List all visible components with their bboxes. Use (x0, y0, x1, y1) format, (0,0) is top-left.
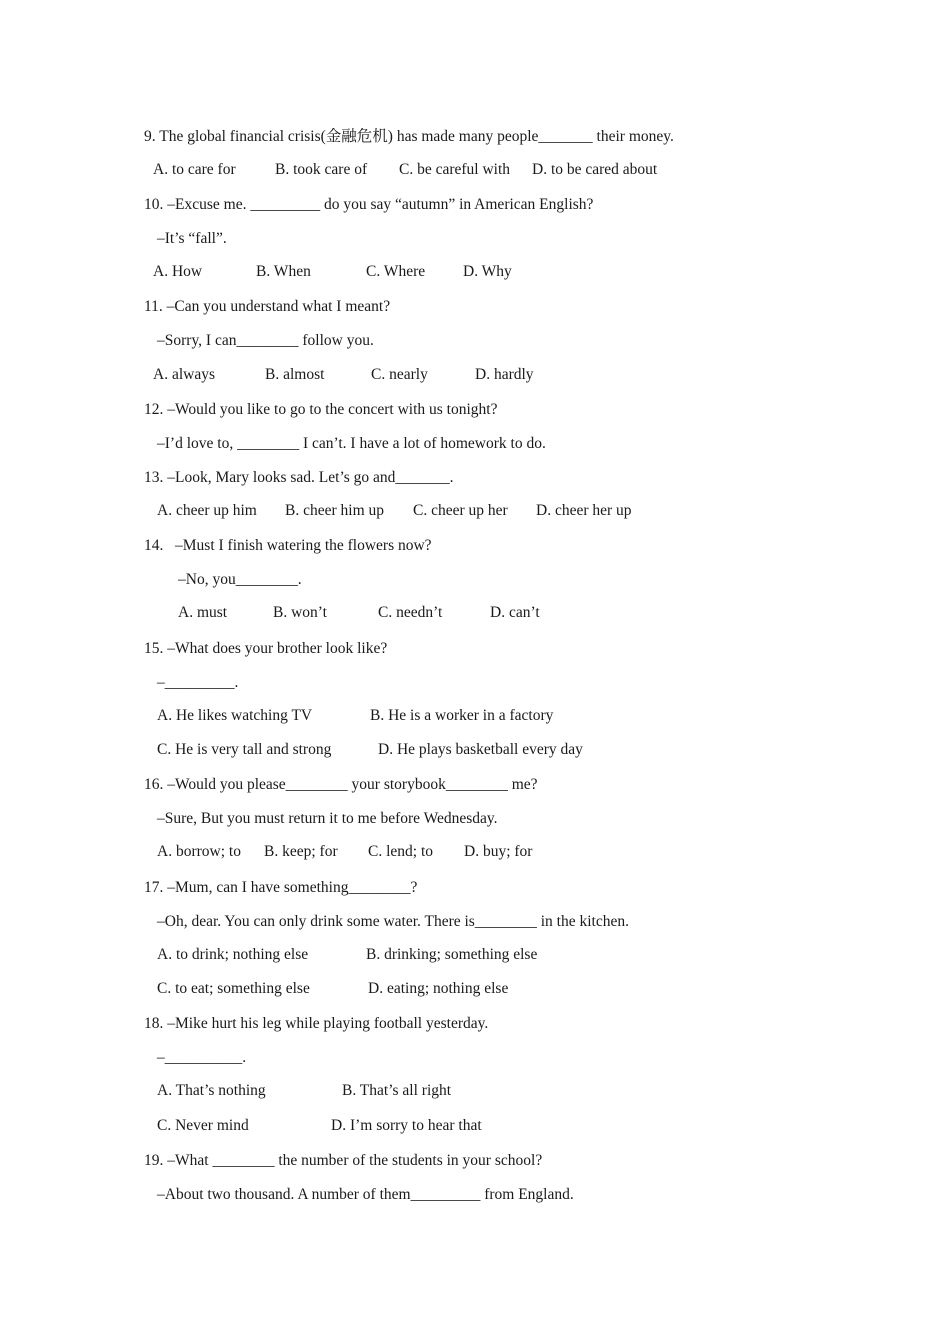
question-14-option-b: B. won’t (273, 604, 327, 621)
question-18-option-a: A. That’s nothing (157, 1082, 266, 1099)
question-15-stem: 15. –What does your brother look like? (144, 640, 388, 657)
question-19-reply: –About two thousand. A number of them_________ from England. (157, 1186, 574, 1203)
question-15-option-a: A. He likes watching TV (157, 707, 313, 724)
question-17-option-d: D. eating; nothing else (368, 980, 509, 997)
question-13-option-c: C. cheer up her (413, 502, 508, 519)
question-18-option-d: D. I’m sorry to hear that (331, 1117, 482, 1134)
question-14-option-c: C. needn’t (378, 604, 443, 621)
question-17-option-c: C. to eat; something else (157, 980, 310, 997)
question-15-option-d: D. He plays basketball every day (378, 741, 583, 758)
question-10-option-c: C. Where (366, 263, 426, 280)
question-15-option-c: C. He is very tall and strong (157, 741, 332, 758)
question-13-option-b: B. cheer him up (285, 502, 385, 519)
question-18-option-b: B. That’s all right (342, 1082, 452, 1099)
question-18-reply: –__________. (157, 1049, 247, 1066)
question-10-option-b: B. When (256, 263, 311, 280)
question-16-option-a: A. borrow; to (157, 843, 241, 860)
question-11-reply: –Sorry, I can________ follow you. (157, 332, 374, 349)
question-11-option-d: D. hardly (475, 366, 534, 383)
question-14-option-d: D. can’t (490, 604, 540, 621)
question-13-option-d: D. cheer her up (536, 502, 632, 519)
question-19-stem: 19. –What ________ the number of the students in your school? (144, 1152, 543, 1169)
question-9-option-a: A. to care for (153, 161, 236, 178)
question-17-option-a: A. to drink; nothing else (157, 946, 309, 963)
question-18-stem: 18. –Mike hurt his leg while playing football yesterday. (144, 1015, 489, 1032)
question-17-option-b: B. drinking; something else (366, 946, 538, 963)
question-9-stem: 9. The global financial crisis(金融危机) has made many people_______ their money. (144, 128, 674, 145)
question-9-option-b: B. took care of (275, 161, 368, 178)
question-10-stem: 10. –Excuse me. _________ do you say “autumn” in American English? (144, 196, 594, 213)
question-12-stem: 12. –Would you like to go to the concert with us tonight? (144, 401, 498, 418)
question-9-option-d: D. to be cared about (532, 161, 658, 178)
question-15-reply: –_________. (157, 674, 239, 691)
question-12-reply: –I’d love to, ________ I can’t. I have a lot of homework to do. (157, 435, 546, 452)
question-16-reply: –Sure, But you must return it to me before Wednesday. (157, 810, 498, 827)
question-15-option-b: B. He is a worker in a factory (370, 707, 554, 724)
question-13-option-a: A. cheer up him (157, 502, 257, 519)
question-14-reply: –No, you________. (178, 571, 302, 588)
question-17-reply: –Oh, dear. You can only drink some water. There is________ in the kitchen. (157, 913, 629, 930)
question-11-stem: 11. –Can you understand what I meant? (144, 298, 391, 315)
question-11-option-a: A. always (153, 366, 215, 383)
question-16-option-d: D. buy; for (464, 843, 533, 860)
question-17-stem: 17. –Mum, can I have something________? (144, 879, 418, 896)
question-9-option-c: C. be careful with (399, 161, 511, 178)
question-16-option-b: B. keep; for (264, 843, 338, 860)
question-10-reply: –It’s “fall”. (157, 230, 227, 247)
question-11-option-c: C. nearly (371, 366, 428, 383)
question-16-option-c: C. lend; to (368, 843, 434, 860)
question-10-option-a: A. How (153, 263, 203, 280)
question-13-stem: 13. –Look, Mary looks sad. Let’s go and_______. (144, 469, 454, 486)
question-11-option-b: B. almost (265, 366, 325, 383)
question-14-option-a: A. must (178, 604, 228, 621)
question-14-stem: 14. –Must I finish watering the flowers now? (144, 537, 432, 554)
question-10-option-d: D. Why (463, 263, 512, 280)
question-16-stem: 16. –Would you please________ your storybook________ me? (144, 776, 538, 793)
question-18-option-c: C. Never mind (157, 1117, 249, 1134)
